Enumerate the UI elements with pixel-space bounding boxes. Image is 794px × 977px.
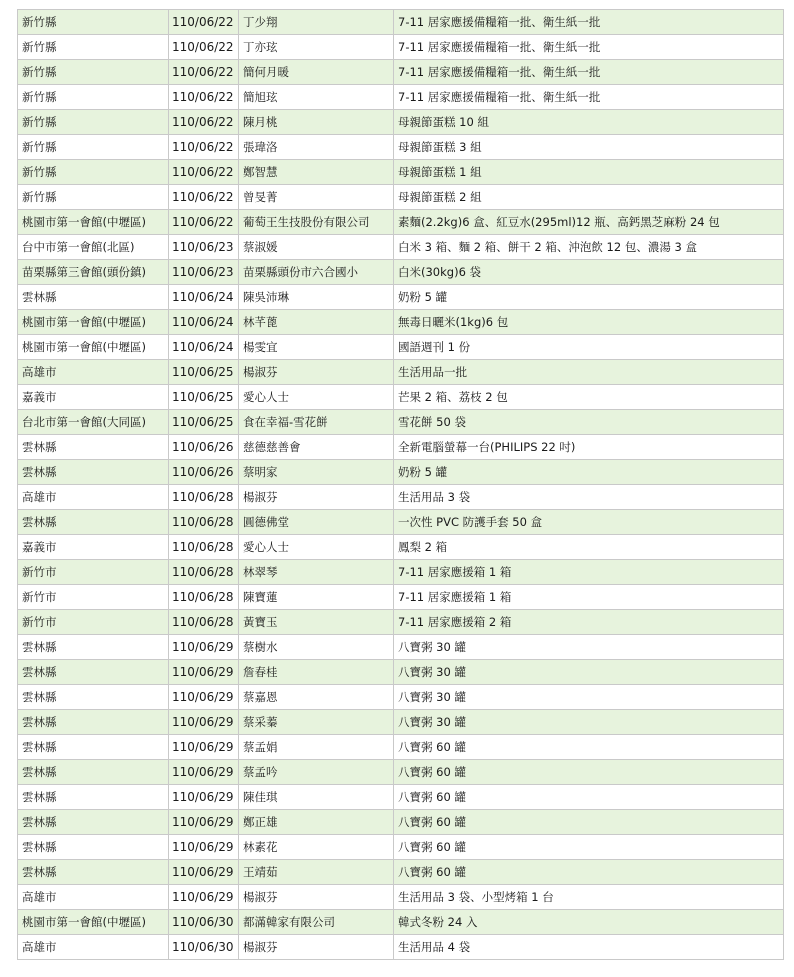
region-cell: 桃園市第一會館(中壢區) (18, 335, 169, 360)
date-cell: 110/06/22 (169, 110, 239, 135)
date-cell: 110/06/29 (169, 860, 239, 885)
date-cell: 110/06/24 (169, 310, 239, 335)
region-cell: 台北市第一會館(大同區) (18, 410, 169, 435)
donor-cell: 林素花 (239, 835, 394, 860)
donor-cell: 簡何月暖 (239, 60, 394, 85)
table-row (18, 660, 784, 685)
donor-cell: 陳寶蓮 (239, 585, 394, 610)
items-cell: 八寶粥 60 罐 (394, 860, 784, 885)
donor-cell: 楊淑芬 (239, 485, 394, 510)
region-cell: 新竹縣 (18, 60, 169, 85)
donor-cell: 蔡采蓁 (239, 710, 394, 735)
region-cell: 新竹縣 (18, 110, 169, 135)
items-cell: 白米(30kg)6 袋 (394, 260, 784, 285)
items-cell: 八寶粥 60 罐 (394, 735, 784, 760)
donor-cell: 圓德佛堂 (239, 510, 394, 535)
date-cell: 110/06/26 (169, 435, 239, 460)
date-cell: 110/06/22 (169, 135, 239, 160)
table-row (18, 160, 784, 185)
table-row (18, 535, 784, 560)
donor-cell: 葡萄王生技股份有限公司 (239, 210, 394, 235)
donor-cell: 丁亦玹 (239, 35, 394, 60)
table-row (18, 635, 784, 660)
date-cell: 110/06/29 (169, 760, 239, 785)
items-cell: 生活用品 4 袋 (394, 935, 784, 960)
table-row (18, 410, 784, 435)
date-cell: 110/06/22 (169, 60, 239, 85)
donor-cell: 楊雯宜 (239, 335, 394, 360)
date-cell: 110/06/29 (169, 685, 239, 710)
region-cell: 桃園市第一會館(中壢區) (18, 310, 169, 335)
date-cell: 110/06/29 (169, 785, 239, 810)
region-cell: 雲林縣 (18, 460, 169, 485)
region-cell: 雲林縣 (18, 285, 169, 310)
table-row (18, 460, 784, 485)
items-cell: 生活用品一批 (394, 360, 784, 385)
date-cell: 110/06/28 (169, 560, 239, 585)
items-cell: 一次性 PVC 防護手套 50 盒 (394, 510, 784, 535)
date-cell: 110/06/29 (169, 710, 239, 735)
table-row (18, 35, 784, 60)
table-row (18, 85, 784, 110)
date-cell: 110/06/23 (169, 260, 239, 285)
items-cell: 奶粉 5 罐 (394, 460, 784, 485)
date-cell: 110/06/24 (169, 335, 239, 360)
items-cell: 奶粉 5 罐 (394, 285, 784, 310)
items-cell: 無毒日曬米(1kg)6 包 (394, 310, 784, 335)
region-cell: 新竹縣 (18, 185, 169, 210)
items-cell: 雪花餅 50 袋 (394, 410, 784, 435)
date-cell: 110/06/22 (169, 185, 239, 210)
items-cell: 母親節蛋糕 3 組 (394, 135, 784, 160)
donor-cell: 鄭智慧 (239, 160, 394, 185)
region-cell: 新竹市 (18, 585, 169, 610)
date-cell: 110/06/29 (169, 660, 239, 685)
table-row (18, 135, 784, 160)
donor-cell: 都滿韓家有限公司 (239, 910, 394, 935)
region-cell: 新竹縣 (18, 10, 169, 35)
region-cell: 高雄市 (18, 935, 169, 960)
items-cell: 白米 3 箱、麵 2 箱、餅干 2 箱、沖泡飲 12 包、濃湯 3 盒 (394, 235, 784, 260)
table-row (18, 935, 784, 960)
items-cell: 八寶粥 30 罐 (394, 635, 784, 660)
region-cell: 雲林縣 (18, 860, 169, 885)
date-cell: 110/06/28 (169, 510, 239, 535)
region-cell: 雲林縣 (18, 760, 169, 785)
donor-cell: 愛心人士 (239, 385, 394, 410)
region-cell: 新竹縣 (18, 160, 169, 185)
region-cell: 嘉義市 (18, 535, 169, 560)
table-row (18, 60, 784, 85)
donation-table (17, 9, 784, 960)
table-row (18, 585, 784, 610)
table-row (18, 810, 784, 835)
table-row (18, 485, 784, 510)
region-cell: 高雄市 (18, 485, 169, 510)
region-cell: 雲林縣 (18, 710, 169, 735)
donor-cell: 黃寶玉 (239, 610, 394, 635)
items-cell: 7-11 居家應援備糧箱一批、衛生紙一批 (394, 35, 784, 60)
region-cell: 雲林縣 (18, 835, 169, 860)
date-cell: 110/06/28 (169, 610, 239, 635)
table-row (18, 610, 784, 635)
table-row (18, 735, 784, 760)
date-cell: 110/06/28 (169, 585, 239, 610)
region-cell: 新竹縣 (18, 85, 169, 110)
region-cell: 嘉義市 (18, 385, 169, 410)
region-cell: 桃園市第一會館(中壢區) (18, 910, 169, 935)
table-row (18, 710, 784, 735)
donation-table-body (18, 10, 784, 960)
items-cell: 八寶粥 60 罐 (394, 760, 784, 785)
date-cell: 110/06/25 (169, 385, 239, 410)
items-cell: 八寶粥 60 罐 (394, 785, 784, 810)
donor-cell: 食在幸福-雪花餅 (239, 410, 394, 435)
region-cell: 雲林縣 (18, 685, 169, 710)
donor-cell: 蔡嘉恩 (239, 685, 394, 710)
items-cell: 八寶粥 30 罐 (394, 660, 784, 685)
donor-cell: 陳佳琪 (239, 785, 394, 810)
donor-cell: 楊淑芬 (239, 885, 394, 910)
table-row (18, 785, 784, 810)
items-cell: 母親節蛋糕 10 組 (394, 110, 784, 135)
donor-cell: 林芊蓖 (239, 310, 394, 335)
table-row (18, 510, 784, 535)
table-row (18, 10, 784, 35)
date-cell: 110/06/30 (169, 910, 239, 935)
region-cell: 新竹市 (18, 560, 169, 585)
items-cell: 母親節蛋糕 2 組 (394, 185, 784, 210)
table-row (18, 435, 784, 460)
date-cell: 110/06/25 (169, 360, 239, 385)
region-cell: 新竹縣 (18, 35, 169, 60)
date-cell: 110/06/26 (169, 460, 239, 485)
donor-cell: 簡旭玹 (239, 85, 394, 110)
items-cell: 八寶粥 60 罐 (394, 835, 784, 860)
donor-cell: 陳吳沛琳 (239, 285, 394, 310)
date-cell: 110/06/28 (169, 535, 239, 560)
items-cell: 7-11 居家應援箱 1 箱 (394, 585, 784, 610)
table-row (18, 235, 784, 260)
items-cell: 7-11 居家應援備糧箱一批、衛生紙一批 (394, 10, 784, 35)
donor-cell: 詹春桂 (239, 660, 394, 685)
date-cell: 110/06/22 (169, 85, 239, 110)
region-cell: 高雄市 (18, 360, 169, 385)
table-row (18, 560, 784, 585)
table-row (18, 685, 784, 710)
region-cell: 雲林縣 (18, 660, 169, 685)
region-cell: 苗栗縣第三會館(頭份鎮) (18, 260, 169, 285)
items-cell: 鳳梨 2 箱 (394, 535, 784, 560)
region-cell: 高雄市 (18, 885, 169, 910)
table-row (18, 110, 784, 135)
date-cell: 110/06/22 (169, 160, 239, 185)
donor-cell: 鄭正雄 (239, 810, 394, 835)
table-row (18, 335, 784, 360)
items-cell: 素麵(2.2kg)6 盒、紅豆水(295ml)12 瓶、高鈣黑芝麻粉 24 包 (394, 210, 784, 235)
items-cell: 國語週刊 1 份 (394, 335, 784, 360)
date-cell: 110/06/22 (169, 210, 239, 235)
date-cell: 110/06/28 (169, 485, 239, 510)
date-cell: 110/06/29 (169, 810, 239, 835)
date-cell: 110/06/29 (169, 835, 239, 860)
donor-cell: 蔡樹水 (239, 635, 394, 660)
table-row (18, 285, 784, 310)
date-cell: 110/06/29 (169, 635, 239, 660)
donor-cell: 丁少翔 (239, 10, 394, 35)
table-row (18, 185, 784, 210)
items-cell: 母親節蛋糕 1 組 (394, 160, 784, 185)
donor-cell: 苗栗縣頭份市六合國小 (239, 260, 394, 285)
table-row (18, 385, 784, 410)
region-cell: 雲林縣 (18, 435, 169, 460)
table-row (18, 360, 784, 385)
region-cell: 雲林縣 (18, 785, 169, 810)
donor-cell: 慈德慈善會 (239, 435, 394, 460)
donation-table-container (17, 9, 783, 960)
donor-cell: 楊淑芬 (239, 360, 394, 385)
region-cell: 雲林縣 (18, 810, 169, 835)
donor-cell: 林翠琴 (239, 560, 394, 585)
donor-cell: 張瑋洛 (239, 135, 394, 160)
items-cell: 全新電腦螢幕一台(PHILIPS 22 吋) (394, 435, 784, 460)
table-row (18, 860, 784, 885)
date-cell: 110/06/23 (169, 235, 239, 260)
date-cell: 110/06/29 (169, 735, 239, 760)
region-cell: 新竹縣 (18, 135, 169, 160)
donor-cell: 蔡孟吟 (239, 760, 394, 785)
date-cell: 110/06/25 (169, 410, 239, 435)
donor-cell: 蔡孟娟 (239, 735, 394, 760)
donor-cell: 楊淑芬 (239, 935, 394, 960)
region-cell: 雲林縣 (18, 510, 169, 535)
items-cell: 八寶粥 60 罐 (394, 810, 784, 835)
donor-cell: 王靖茹 (239, 860, 394, 885)
items-cell: 韓式冬粉 24 入 (394, 910, 784, 935)
items-cell: 7-11 居家應援箱 2 箱 (394, 610, 784, 635)
donor-cell: 蔡明家 (239, 460, 394, 485)
table-row (18, 760, 784, 785)
date-cell: 110/06/29 (169, 885, 239, 910)
table-row (18, 835, 784, 860)
region-cell: 台中市第一會館(北區) (18, 235, 169, 260)
items-cell: 八寶粥 30 罐 (394, 685, 784, 710)
items-cell: 芒果 2 箱、荔枝 2 包 (394, 385, 784, 410)
region-cell: 雲林縣 (18, 635, 169, 660)
items-cell: 7-11 居家應援備糧箱一批、衛生紙一批 (394, 85, 784, 110)
region-cell: 雲林縣 (18, 735, 169, 760)
date-cell: 110/06/22 (169, 35, 239, 60)
table-row (18, 885, 784, 910)
table-row (18, 910, 784, 935)
items-cell: 7-11 居家應援備糧箱一批、衛生紙一批 (394, 60, 784, 85)
donor-cell: 蔡淑媛 (239, 235, 394, 260)
items-cell: 生活用品 3 袋 (394, 485, 784, 510)
items-cell: 7-11 居家應援箱 1 箱 (394, 560, 784, 585)
date-cell: 110/06/22 (169, 10, 239, 35)
items-cell: 八寶粥 30 罐 (394, 710, 784, 735)
region-cell: 桃園市第一會館(中壢區) (18, 210, 169, 235)
donor-cell: 陳月桃 (239, 110, 394, 135)
date-cell: 110/06/24 (169, 285, 239, 310)
date-cell: 110/06/30 (169, 935, 239, 960)
table-row (18, 310, 784, 335)
table-row (18, 260, 784, 285)
donor-cell: 曾旻菁 (239, 185, 394, 210)
donor-cell: 愛心人士 (239, 535, 394, 560)
table-row (18, 210, 784, 235)
region-cell: 新竹市 (18, 610, 169, 635)
items-cell: 生活用品 3 袋、小型烤箱 1 台 (394, 885, 784, 910)
